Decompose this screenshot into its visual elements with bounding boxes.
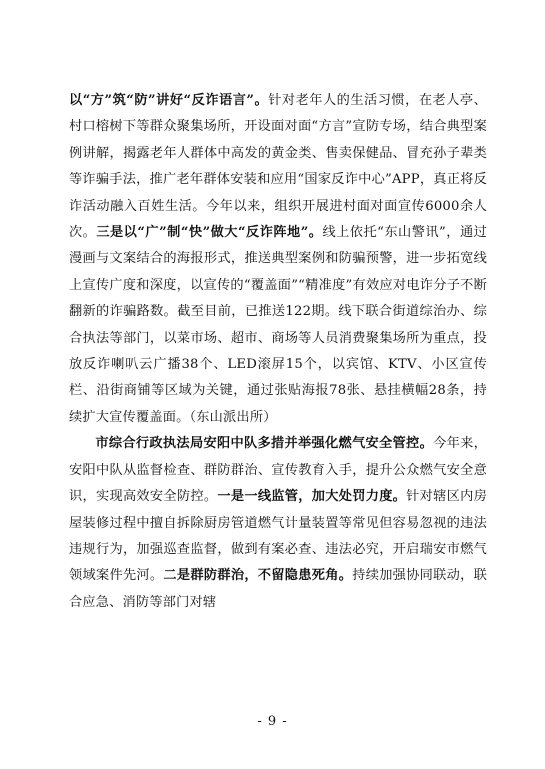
page-number: - 9 - bbox=[257, 714, 288, 729]
document-body bbox=[69, 88, 487, 616]
body-text: 针对辖区内房屋装修过程中擅自拆除厨房管道燃气计量装置等常见但容易忽视的违法违规行为，加强巡查监督，做到有案必查、违法必究，开启瑞安市燃气领域案件先河。 bbox=[69, 489, 487, 584]
heading-dialect-publicity: 以“方”筑“防”讲好“反诈语言”。 bbox=[69, 93, 269, 108]
body-text: 针对老年人的生活习惯，在老人亭、村口榕树下等群众聚集场所，开设面对面“方言”宣防专场，结合典型案例讲解，揭露老年人群体中高发的黄金类、售卖保健品、冒充孙子辈类等诈骗手法，推广老年群体安装和应用“国家反诈中心”APP，真正将反诈活动融入百姓生活。今年以来，组织开展进村面对面宣传6000余人次。 bbox=[69, 93, 487, 241]
heading-group-prevention: 二是群防群治，不留隐患死角。 bbox=[163, 568, 353, 584]
paragraph-anti-fraud bbox=[69, 88, 487, 431]
heading-frontline-supervision: 一是一线监管，加大处罚力度。 bbox=[217, 489, 407, 505]
body-text: 持续加强协同联动，联合应急、消防等部门对辖 bbox=[69, 568, 487, 610]
body-text: 今年来，安阳中队从监督检查、群防群治、宣传教育入手，提升公众燃气安全意识，实现高效安全防控。 bbox=[69, 436, 487, 505]
body-text: 线上依托“东山警讯”，通过漫画与文案结合的海报形式，推送典型案例和防骗预警，进一步拓宽线上宣传广度和深度，以宣传的“覆盖面”“精准度”有效应对电诈分子不断翻新的诈骗路数。截至目前，已推送122期。线下联合街道综治办、综合执法等部门，以菜市场、超市、商场等人员消费聚集场所为重点，投放反诈喇叭云广播38个、LED滚屏15个，以宾馆、KTV、小区宣传栏、沿街商铺等区域为关键，通过张贴海报78张、悬挂横幅28条，持续扩大宣传覆盖面。（东山派出所） bbox=[69, 225, 488, 425]
paragraph-gas-safety bbox=[69, 431, 487, 616]
heading-broad-coverage: 三是以“广”制“快”做大“反诈阵地”。 bbox=[96, 225, 323, 241]
heading-gas-safety: 市综合行政执法局安阳中队多措并举强化燃气安全管控。 bbox=[95, 436, 434, 452]
